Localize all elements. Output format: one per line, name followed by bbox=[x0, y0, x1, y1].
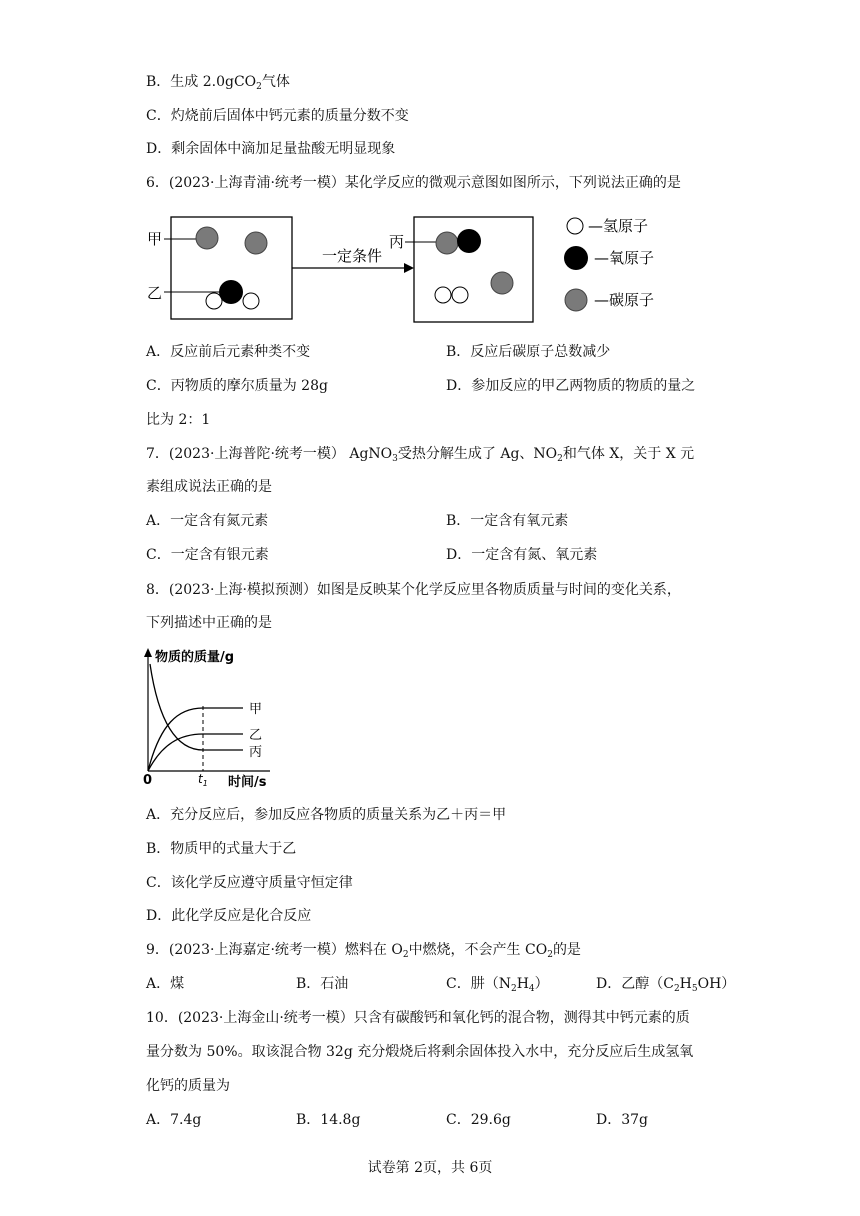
q5-option-d: D．剩余固体中滴加足量盐酸无明显现象 bbox=[146, 141, 396, 157]
subscript: 4 bbox=[528, 984, 535, 994]
subscript: 3 bbox=[392, 454, 398, 464]
oxygen-atom bbox=[219, 280, 243, 304]
page-footer: 试卷第 2页，共 6页 bbox=[367, 1160, 493, 1176]
q9-option-c-text: ） bbox=[534, 976, 549, 992]
arrow-label: 一定条件 bbox=[322, 247, 383, 265]
y-axis-label: 物质的质量/g bbox=[155, 650, 235, 665]
q9-option-d-text: H bbox=[679, 976, 692, 992]
carbon-atom bbox=[245, 232, 267, 254]
q8-stem-line1: 8．(2023·上海·模拟预测）如图是反映某个化学反应里各物质质量与时间的变化关系， bbox=[146, 582, 681, 598]
q8-option-d: D．此化学反应是化合反应 bbox=[146, 908, 312, 924]
legend-oxygen-label: —氧原子 bbox=[594, 249, 655, 267]
oxygen-atom bbox=[457, 229, 481, 253]
q9-stem-text: 中燃烧，不会产生 CO bbox=[408, 942, 548, 958]
q9-option-a: A．煤 bbox=[146, 976, 185, 992]
q8-option-b: B．物质甲的式量大于乙 bbox=[146, 841, 297, 857]
label-jia: 甲 bbox=[147, 230, 163, 248]
q7-stem-line2: 素组成说法正确的是 bbox=[146, 479, 272, 495]
q8-option-a: A．充分反应后，参加反应各物质的质量关系为乙＋丙＝甲 bbox=[146, 807, 507, 823]
q7-stem-text: 和气体 X，关于 X 元 bbox=[562, 446, 695, 462]
hydrogen-atom bbox=[452, 287, 468, 303]
carbon-atom bbox=[196, 227, 218, 249]
q10-option-a: A．7.4g bbox=[146, 1112, 202, 1128]
q8-option-c: C．该化学反应遵守质量守恒定律 bbox=[146, 875, 353, 891]
q5-option-c: C．灼烧前后固体中钙元素的质量分数不变 bbox=[146, 108, 409, 124]
hydrogen-atom bbox=[243, 293, 259, 309]
subscript: 2 bbox=[402, 950, 409, 960]
series-jia-curve bbox=[148, 708, 243, 771]
q10-stem-line3: 化钙的质量为 bbox=[146, 1078, 230, 1094]
origin-label: 0 bbox=[143, 773, 153, 788]
subscript: 2 bbox=[256, 82, 262, 92]
q10-option-c: C．29.6g bbox=[446, 1112, 511, 1128]
q5-option-b-label: B． bbox=[146, 74, 171, 90]
q5-option-b-text: 生成 2.0gCO bbox=[170, 74, 257, 90]
carbon-atom bbox=[491, 272, 513, 294]
legend-carbon-label: —碳原子 bbox=[594, 291, 655, 309]
label-bing: 丙 bbox=[389, 233, 405, 251]
subscript: 2 bbox=[557, 454, 563, 464]
q9-stem bbox=[146, 940, 581, 960]
series-bing-curve bbox=[150, 664, 243, 750]
q10-option-d: D．37g bbox=[596, 1112, 649, 1128]
q9-option-c bbox=[446, 974, 549, 994]
series-yi-label: 乙 bbox=[249, 728, 263, 743]
q6-option-c: C．丙物质的摩尔质量为 28g bbox=[146, 378, 328, 394]
q6-option-d: D．参加反应的甲乙两物质的物质的量之 bbox=[446, 378, 696, 394]
legend-hydrogen-label: —氢原子 bbox=[588, 217, 649, 235]
q6-option-b: B．反应后碳原子总数减少 bbox=[446, 344, 611, 360]
q9-option-c-text: H bbox=[516, 976, 529, 992]
series-bing-label: 丙 bbox=[249, 745, 263, 760]
series-jia-label: 甲 bbox=[249, 702, 263, 717]
t1-label-sub: 1 bbox=[202, 779, 208, 788]
y-axis-arrow bbox=[144, 648, 152, 657]
q7-option-a: A．一定含有氮元素 bbox=[146, 513, 269, 529]
series-yi-curve bbox=[148, 734, 243, 771]
q6-stem: 6．(2023·上海青浦·统考一模）某化学反应的微观示意图如图所示，下列说法正确的是 bbox=[146, 175, 681, 191]
q6-option-a: A．反应前后元素种类不变 bbox=[146, 344, 311, 360]
q9-stem-text: 的是 bbox=[552, 942, 581, 958]
legend-carbon-icon bbox=[565, 289, 587, 311]
q7-stem-text: 7．(2023·上海普陀·统考一模） AgNO bbox=[146, 446, 393, 462]
t1-label-main: t bbox=[198, 772, 203, 786]
carbon-atom bbox=[436, 232, 458, 254]
subscript: 2 bbox=[673, 984, 680, 994]
q7-option-b: B．一定含有氧元素 bbox=[446, 513, 569, 529]
q9-stem-text: 9．(2023·上海嘉定·统考一模）燃料在 O bbox=[146, 942, 403, 958]
subscript: 2 bbox=[510, 984, 517, 994]
q6-reaction-diagram bbox=[0, 212, 860, 332]
q9-option-d-text: D．乙醇（C bbox=[596, 976, 674, 992]
q5-option-b bbox=[146, 72, 290, 92]
q10-stem-line1: 10．(2023·上海金山·统考一模）只含有碳酸钙和氧化钙的混合物，测得其中钙元素的质 bbox=[146, 1010, 690, 1026]
q5-option-b-tail: 气体 bbox=[261, 74, 290, 90]
q10-stem-line2: 量分数为 50%。取该混合物 32g 充分煅烧后将剩余固体投入水中，充分反应后生成氢氧 bbox=[146, 1044, 694, 1060]
q7-stem-line1 bbox=[146, 444, 694, 464]
legend-hydrogen-icon bbox=[567, 218, 583, 234]
label-yi: 乙 bbox=[147, 284, 163, 302]
q9-option-b: B．石油 bbox=[296, 976, 349, 992]
subscript: 2 bbox=[547, 950, 553, 960]
subscript: 5 bbox=[691, 984, 698, 994]
q7-stem-text: 受热分解生成了 Ag、NO bbox=[397, 446, 558, 462]
hydrogen-atom bbox=[435, 287, 451, 303]
q6-option-d-continued: 比为 2：1 bbox=[146, 412, 211, 428]
legend-oxygen-icon bbox=[564, 246, 588, 270]
q9-option-c-text: C．肼（N bbox=[446, 976, 511, 992]
q9-option-d bbox=[596, 974, 735, 994]
t1-label bbox=[198, 772, 208, 788]
q9-option-d-text: OH） bbox=[697, 976, 736, 992]
q8-mass-time-chart bbox=[0, 646, 860, 796]
q10-option-b: B．14.8g bbox=[296, 1112, 361, 1128]
q7-option-c: C．一定含有银元素 bbox=[146, 547, 269, 563]
arrow-head bbox=[404, 263, 414, 273]
q7-option-d: D．一定含有氮、氧元素 bbox=[446, 547, 598, 563]
x-axis-label: 时间/s bbox=[228, 775, 267, 790]
q8-stem-line2: 下列描述中正确的是 bbox=[146, 615, 272, 631]
